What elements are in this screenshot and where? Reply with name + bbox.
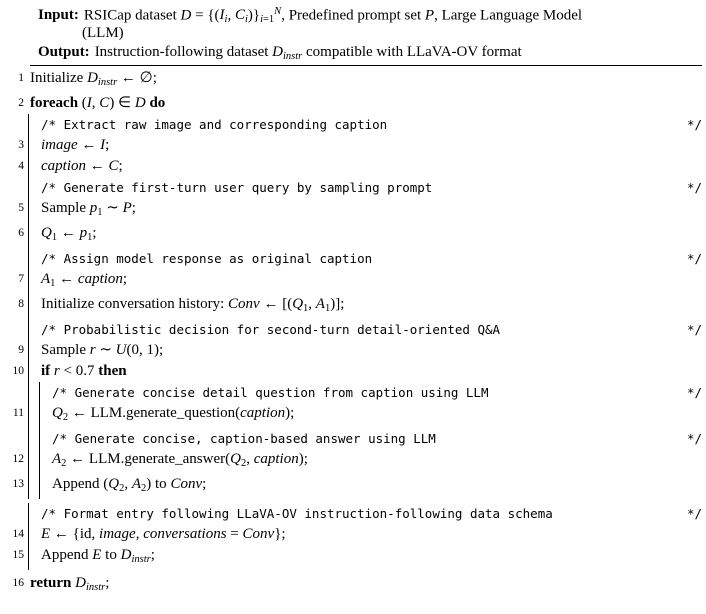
indent-guide	[28, 340, 29, 361]
line-number: 6	[18, 227, 24, 239]
line-comment: /* Extract raw image and corresponding caption */	[41, 117, 702, 133]
line-text: caption ← C;	[41, 158, 123, 175]
indent-guide	[28, 524, 29, 545]
line-text: $Q_1$ ← $p_1$;	[41, 225, 97, 243]
indent-guide	[28, 223, 29, 248]
algorithm-line	[4, 340, 702, 361]
algorithm-line	[4, 545, 702, 570]
output-label: Output:	[38, 44, 90, 61]
indent-guide	[28, 361, 29, 382]
indent-guide	[28, 114, 29, 135]
line-text: Append E to $D_{instr}$;	[41, 546, 155, 565]
line-number: 2	[18, 97, 24, 110]
algorithm-line	[4, 156, 702, 177]
line-number: 8	[18, 297, 24, 310]
algorithm-line	[4, 361, 702, 382]
line-number: 4	[18, 160, 24, 173]
input-text: RSICap dataset $D = \{(I_i$, $C_i)\}_{i=1}^N$, Predefined prompt set P, Large Language Model	[83, 6, 583, 26]
output-text: Instruction-following dataset $D_{instr}$ compatible with LLaVA-OV format	[94, 44, 522, 63]
line-text: return $D_{instr}$;	[30, 574, 110, 593]
indent-guide	[39, 382, 40, 403]
line-number: 7	[18, 272, 24, 285]
line-number: 16	[12, 576, 24, 589]
line-text: Initialize conversation history: Conv ← [($Q_1$, $A_1$)];	[41, 295, 345, 314]
algorithm-line	[4, 93, 702, 114]
line-text: Initialize $D_{instr}$ ← ∅;	[30, 70, 157, 89]
line-comment: /* Generate concise, caption-based answer using LLM */	[52, 430, 702, 446]
line-text: if r < 0.7 then	[41, 362, 127, 379]
algorithm-line	[4, 573, 702, 598]
indent-guide	[28, 319, 29, 340]
indent-guide	[28, 503, 29, 524]
line-text: foreach (I, C) ∈ D do	[30, 95, 166, 112]
algorithm-line	[4, 503, 702, 524]
algorithm-line	[4, 294, 702, 319]
algorithm-line	[4, 474, 702, 499]
line-number: 12	[12, 452, 24, 465]
line-text: image ← I;	[41, 137, 110, 154]
algorithm-line	[4, 248, 702, 269]
indent-guide	[39, 428, 40, 449]
algorithm-lines	[4, 68, 702, 597]
line-number: 15	[12, 548, 24, 561]
output-line	[38, 44, 702, 62]
line-number: 1	[18, 72, 24, 85]
algorithm-line	[4, 382, 702, 403]
line-number: 11	[12, 406, 24, 419]
line-text: Sample $p_1$ ∼ P;	[41, 200, 136, 218]
indent-guide	[28, 177, 29, 198]
line-number: 9	[18, 343, 24, 356]
line-number: 14	[12, 527, 24, 540]
algorithm-line	[4, 403, 702, 428]
input-line	[38, 6, 702, 25]
line-text: Append ($Q_2$, $A_2$) to Conv;	[52, 475, 207, 494]
line-text: E ← {id, image, conversations = Conv};	[41, 525, 286, 542]
line-comment: /* Probabilistic decision for second-turn detail-oriented Q&A */	[41, 321, 702, 337]
line-text: $A_1$ ← caption;	[41, 270, 128, 289]
algorithm-line	[4, 269, 702, 294]
indent-guide	[28, 135, 29, 156]
indent-guide	[28, 156, 29, 177]
algorithm-line	[4, 428, 702, 449]
indent-guide	[28, 294, 29, 319]
indent-guide	[28, 382, 29, 403]
line-comment: /* Generate first-turn user query by sampling prompt */	[41, 180, 702, 196]
line-number: 13	[12, 477, 24, 490]
indent-guide	[28, 403, 29, 428]
algorithm-line	[4, 319, 702, 340]
line-text: $A_2$ ← $LLM.generate\_answer(Q_2$, caption);	[52, 450, 308, 469]
line-comment: /* Generate concise detail question from caption using LLM */	[52, 384, 702, 400]
algorithm-header	[30, 6, 702, 66]
indent-guide	[28, 269, 29, 294]
algorithm-line	[4, 223, 702, 248]
algorithm-line	[4, 177, 702, 198]
indent-guide	[28, 449, 29, 474]
input-label: Input:	[38, 7, 79, 24]
algorithm-line	[4, 524, 702, 545]
algorithm-line	[4, 135, 702, 156]
algorithm-line	[4, 114, 702, 135]
indent-guide	[28, 474, 29, 499]
algorithm-line	[4, 198, 702, 223]
line-text: Sample r ∼ U(0, 1);	[41, 341, 164, 358]
indent-guide	[39, 474, 40, 499]
algorithm-line	[4, 68, 702, 93]
line-comment: /* Format entry following LLaVA-OV instruction-following data schema */	[41, 505, 702, 521]
indent-guide	[28, 198, 29, 223]
line-text: $Q_2$ ← LLM.generate_question(caption);	[52, 404, 295, 423]
line-number: 3	[18, 139, 24, 152]
line-number: 5	[18, 202, 24, 215]
indent-guide	[28, 248, 29, 269]
indent-guide	[39, 403, 40, 428]
indent-guide	[39, 449, 40, 474]
line-number: 10	[12, 364, 24, 377]
indent-guide	[28, 428, 29, 449]
input-text-continued: (LLM)	[82, 25, 124, 42]
indent-guide	[28, 545, 29, 570]
algorithm-line	[4, 449, 702, 474]
line-comment: /* Assign model response as original caption */	[41, 250, 702, 266]
